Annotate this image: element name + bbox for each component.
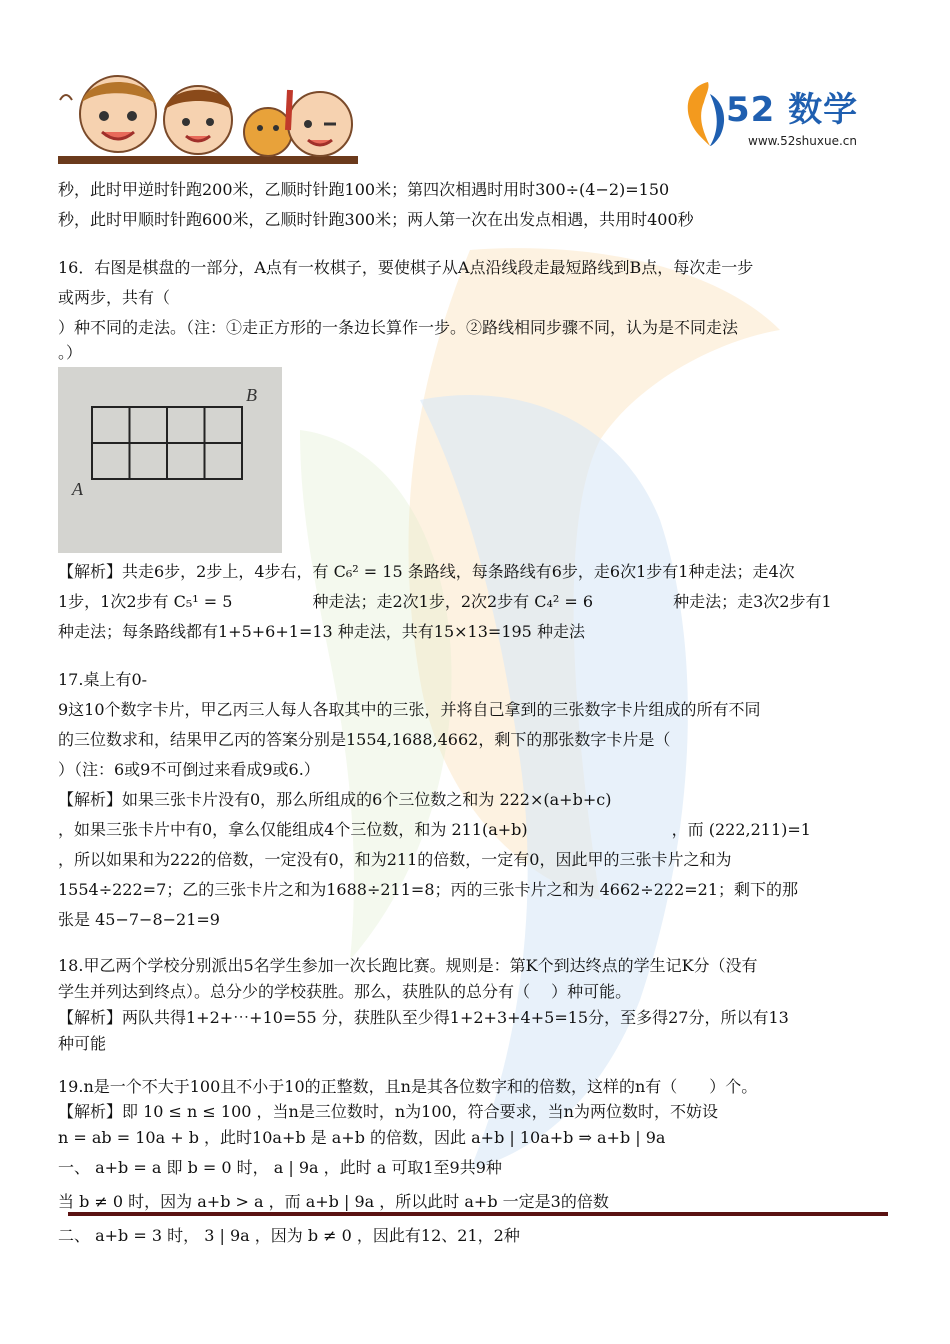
question-16-line: ）种不同的走法。（注：①走正方形的一条边长算作一步。②路线相同步骤不同，认为是不同走法: [58, 318, 739, 337]
answer-16-line: 种走法；每条路线都有1+5+6+1=13 种走法，共有15×13=195 种走法: [58, 622, 585, 641]
question-17-line: ）（注：6或9不可倒过来看成9或6.）: [58, 760, 320, 779]
answer-17-line: 1554÷222=7；乙的三张卡片之和为1688÷211=8；丙的三张卡片之和为 4662÷222=21；剩下的那: [58, 880, 799, 899]
point-a-label: A: [72, 479, 83, 499]
question-17-line: 9这10个数字卡片，甲乙丙三人每人各取其中的三张，并将自己拿到的三张数字卡片组成的所有不同: [58, 700, 761, 719]
answer-18-line: 【解析】两队共得1+2+⋯+10=55 分，获胜队至少得1+2+3+4+5=15分，至多得27分，所以有13: [58, 1008, 789, 1027]
answer-19-line: 当 b ≠ 0 时，因为 a+b > a ，而 a+b | 9a ，所以此时 a+b 一定是3的倍数: [58, 1192, 609, 1211]
logo-title: 52 数学: [726, 90, 859, 130]
question-17-line: 17.桌上有0-: [58, 670, 148, 689]
logo-mark-icon: [680, 80, 730, 150]
answer-19-line: 一、 a+b = a 即 b = 0 时， a | 9a ，此时 a 可取1至9共9种: [58, 1158, 502, 1177]
answer-19-line: 【解析】即 10 ≤ n ≤ 100 ，当n是三位数时，n为100，符合要求，当n为两位数时，不妨设: [58, 1102, 718, 1121]
question-18-line: 学生并列达到终点）。总分少的学校获胜。那么，获胜队的总分有（ ）种可能。: [58, 982, 632, 1001]
answer-19-line: 二、 a+b = 3 时， 3 | 9a ，因为 b ≠ 0 ，因此有12、21，2种: [58, 1226, 520, 1245]
answer-18-line: 种可能: [58, 1034, 107, 1053]
question-17-line: 的三位数求和，结果甲乙丙的答案分别是1554,1688,4662，剩下的那张数字卡片是（: [58, 730, 671, 749]
answer-16-line: 1步，1次2步有 C₅¹ = 5 种走法；走2次1步，2次2步有 C₄² = 6 种走法；走3次2步有1: [58, 592, 832, 611]
question-18-line: 18.甲乙两个学校分别派出5名学生参加一次长跑比赛。规则是：第K个到达终点的学生记K分（没有: [58, 956, 758, 975]
question-16-line: 。）: [58, 343, 83, 362]
text-line: 秒，此时甲顺时针跑600米，乙顺时针跑300米；两人第一次在出发点相遇，共用时400秒: [58, 210, 694, 229]
site-logo: [680, 80, 890, 160]
question-19-line: 19.n是一个不大于100且不小于10的正整数，且n是其各位数字和的倍数，这样的n有（ ）个。: [58, 1077, 758, 1096]
answer-16-line: 【解析】共走6步，2步上，4步右，有 C₆² = 15 条路线，每条路线有6步，走6次1步有1种走法；走4次: [58, 562, 795, 581]
question-16-line: 16．右图是棋盘的一部分，A点有一枚棋子，要使棋子从A点沿线段走最短路线到B点，每次走一步: [58, 258, 754, 277]
children-illustration: [58, 70, 358, 170]
question-16-line: 或两步，共有（: [58, 288, 171, 307]
point-b-label: B: [246, 385, 257, 405]
text-line: 秒，此时甲逆时针跑200米，乙顺时针跑100米；第四次相遇时用时300÷(4−2)=150: [58, 180, 670, 199]
footer-divider: [68, 1212, 888, 1216]
logo-url: www.52shuxue.cn: [748, 134, 857, 148]
page-header: [0, 0, 950, 175]
answer-17-line: 【解析】如果三张卡片没有0，那么所组成的6个三位数之和为 222×(a+b+c): [58, 790, 612, 809]
document-body: [58, 175, 892, 1253]
answer-17-line: ，所以如果和为222的倍数，一定没有0，和为211的倍数，一定有0，因此甲的三张卡片之和为: [58, 850, 732, 869]
answer-17-line: ，如果三张卡片中有0，拿么仅能组成4个三位数，和为 211(a+b) ，而 (222,211)=1: [58, 820, 811, 839]
answer-19-line: n = ab = 10a + b ，此时10a+b 是 a+b 的倍数，因此 a+b | 10a+b ⇒ a+b | 9a: [58, 1128, 666, 1147]
chessboard-figure: [58, 367, 282, 553]
answer-17-line: 张是 45−7−8−21=9: [58, 910, 220, 929]
